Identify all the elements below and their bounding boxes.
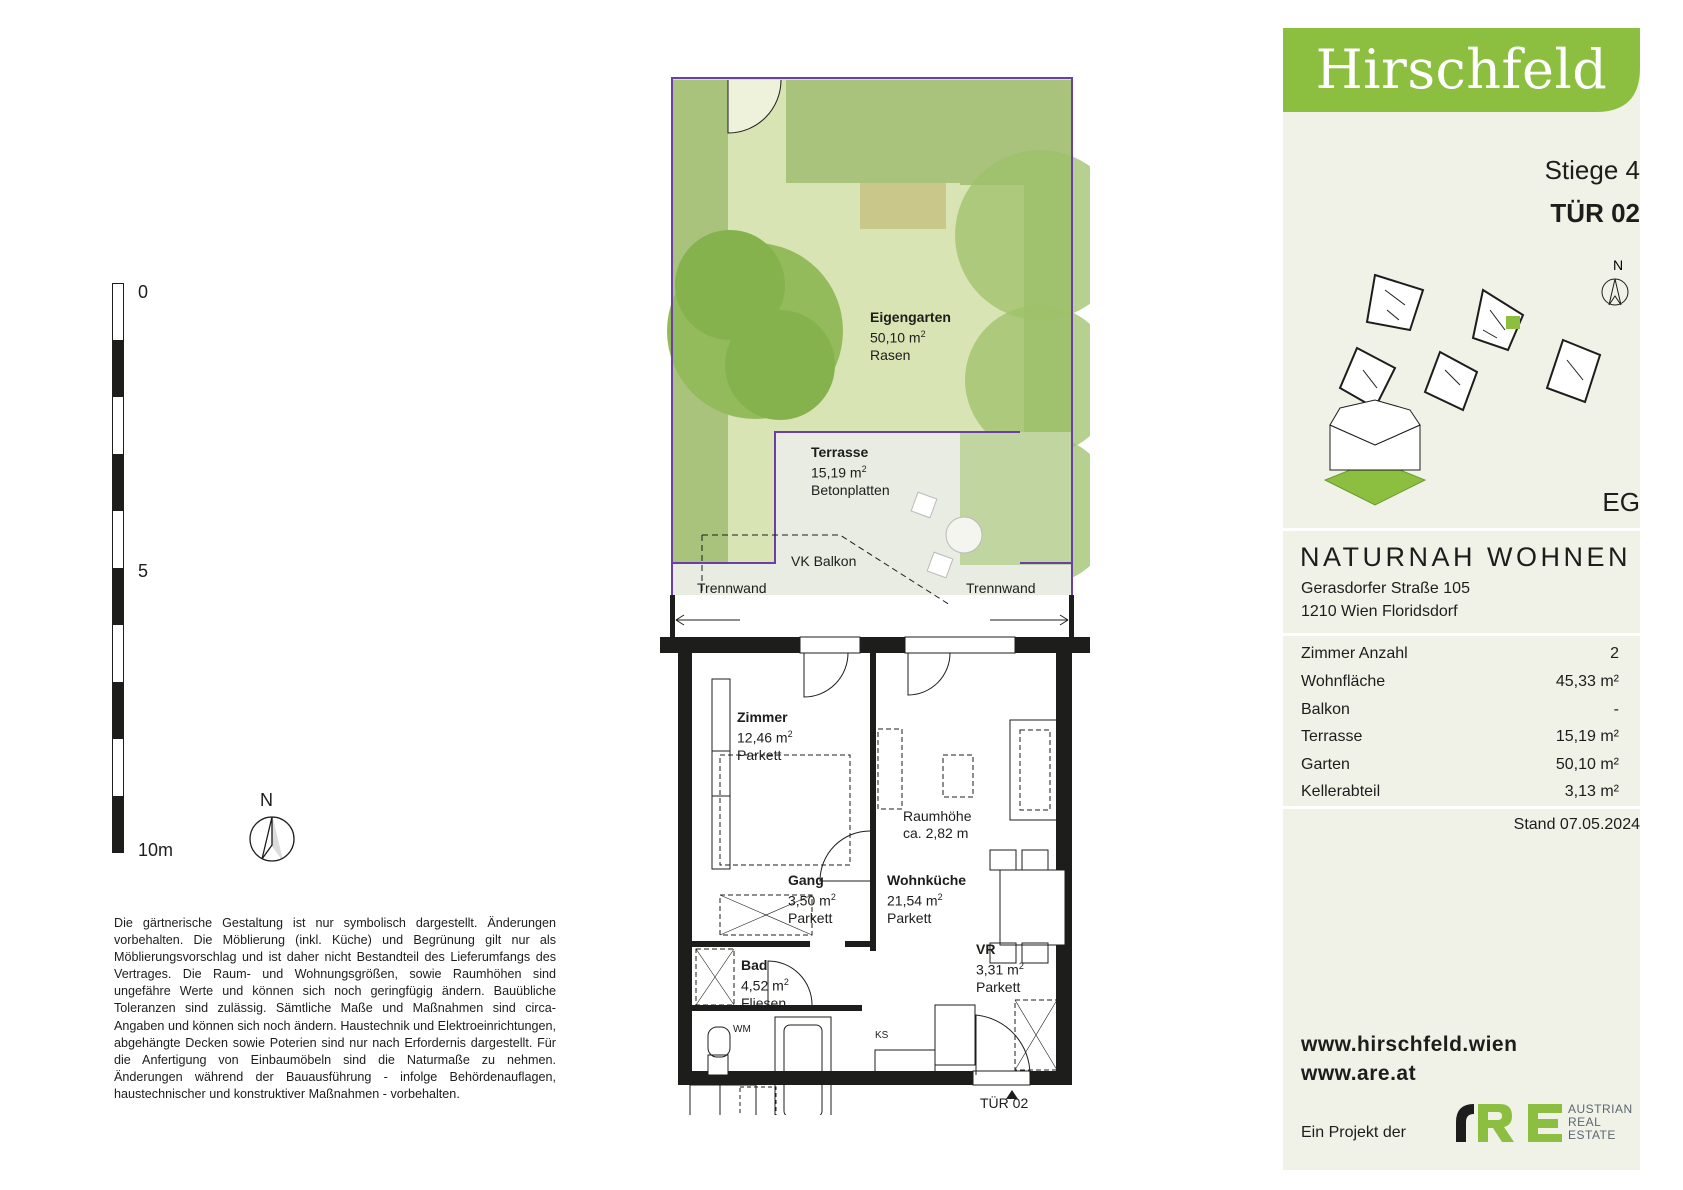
floor-label: EG (1602, 487, 1640, 517)
entrance-label: TÜR 02 (980, 1095, 1029, 1111)
garden-bench (860, 183, 946, 229)
are-logo-e (1526, 1100, 1564, 1144)
site-plan-map (1315, 260, 1635, 520)
address-street: Gerasdorfer Straße 105 (1301, 580, 1470, 597)
divider (1283, 633, 1640, 636)
north-label: N (260, 790, 273, 810)
spec-row: Wohnfläche 45,33 m² (1301, 673, 1619, 690)
zimmer-label: Zimmer 12,46 $m^2$ Parkett (737, 709, 793, 763)
brand-logo: Hirschfeld (1315, 38, 1608, 101)
divider (1283, 528, 1640, 531)
scale-label-5: 5 (138, 561, 149, 581)
section-title: NATURNAH WOHNEN (1300, 542, 1631, 572)
tuer-label: TÜR 02 (1550, 198, 1640, 228)
projekt-label: Ein Projekt der (1301, 1124, 1406, 1141)
address-city: 1210 Wien Floridsdorf (1301, 603, 1458, 620)
spec-row: Balkon - (1301, 701, 1619, 718)
are-logo (1452, 1100, 1530, 1144)
ks-label: KS (875, 1030, 889, 1041)
trennwand-right-label: Trennwand (966, 580, 1036, 596)
spec-row: Zimmer Anzahl 2 (1301, 645, 1619, 662)
terrace-label: Terrasse 15,19 $m^2$ Betonplatten (811, 444, 890, 498)
url-hirschfeld[interactable]: www.hirschfeld.wien (1301, 1033, 1518, 1056)
url-are[interactable]: www.are.at (1301, 1062, 1417, 1085)
bad-label: Bad 4,52 $m^2$ Fliesen (741, 957, 789, 1011)
north-arrow-icon (248, 815, 296, 863)
vr-label: VR 3,31 $m^2$ Parkett (976, 941, 1024, 995)
are-subtitle: AUSTRIAN REAL ESTATE (1568, 1102, 1633, 1142)
wohnkueche-label: Wohnküche 21,54 $m^2$ Parkett (887, 872, 967, 926)
vk-balkon-label: VK Balkon (791, 553, 857, 569)
raumhoehe-label: Raumhöhe ca. 2,82 m (903, 808, 972, 841)
trennwand-left-label: Trennwand (697, 580, 767, 596)
scale-label-0: 0 (138, 282, 149, 302)
wm-label: WM (733, 1024, 751, 1035)
divider (1283, 806, 1640, 809)
site-north-letter: N (1613, 260, 1624, 273)
spec-row: Garten 50,10 m² (1301, 756, 1619, 773)
spec-row: Kellerabteil 3,13 m² (1301, 783, 1619, 800)
scale-label-10: 10m (138, 840, 174, 860)
scale-bar (112, 283, 124, 853)
gang-label: Gang 3,50 $m^2$ Parkett (788, 872, 836, 926)
spec-row: Terrasse 15,19 m² (1301, 728, 1619, 745)
stand-date: Stand 07.05.2024 (1513, 816, 1640, 833)
stiege-label: Stiege 4 (1544, 155, 1640, 185)
disclaimer-text: Die gärtnerische Gestaltung ist nur symbolisch dargestellt. Änderungen vorbehalten. Die Möblierung (inkl. Küche) und Begrünung gilt nur als Möblierungsvorschlag und ist daher nicht Bestandteil des Lieferumfangs des Vertrages. Die Raum- und Wohnungsgrößen, sowie Raumhöhen sind ungefähre Werte und können sich noch geringfügig ändern. Bauübliche Toleranzen sind zulässig. Sämtliche Maße und Maßnahmen sind circa-Angaben und können sich noch ändern. Haustechnik und Elektroeinrichtungen, abgehängte Decken sowie Poterien sind nur nach Erfordernis dargestellt. Für die Anfertigung von Einbaumöbeln sind die Naturmaße zu nehmen. Änderungen während der Bauausführung - infolge Behördenauflagen, haustechnischer und konstruktiver Maßnahmen - vorbehalten. (114, 916, 556, 1101)
garden-label: Eigengarten 50,10 $m^2$ Rasen (870, 309, 951, 363)
